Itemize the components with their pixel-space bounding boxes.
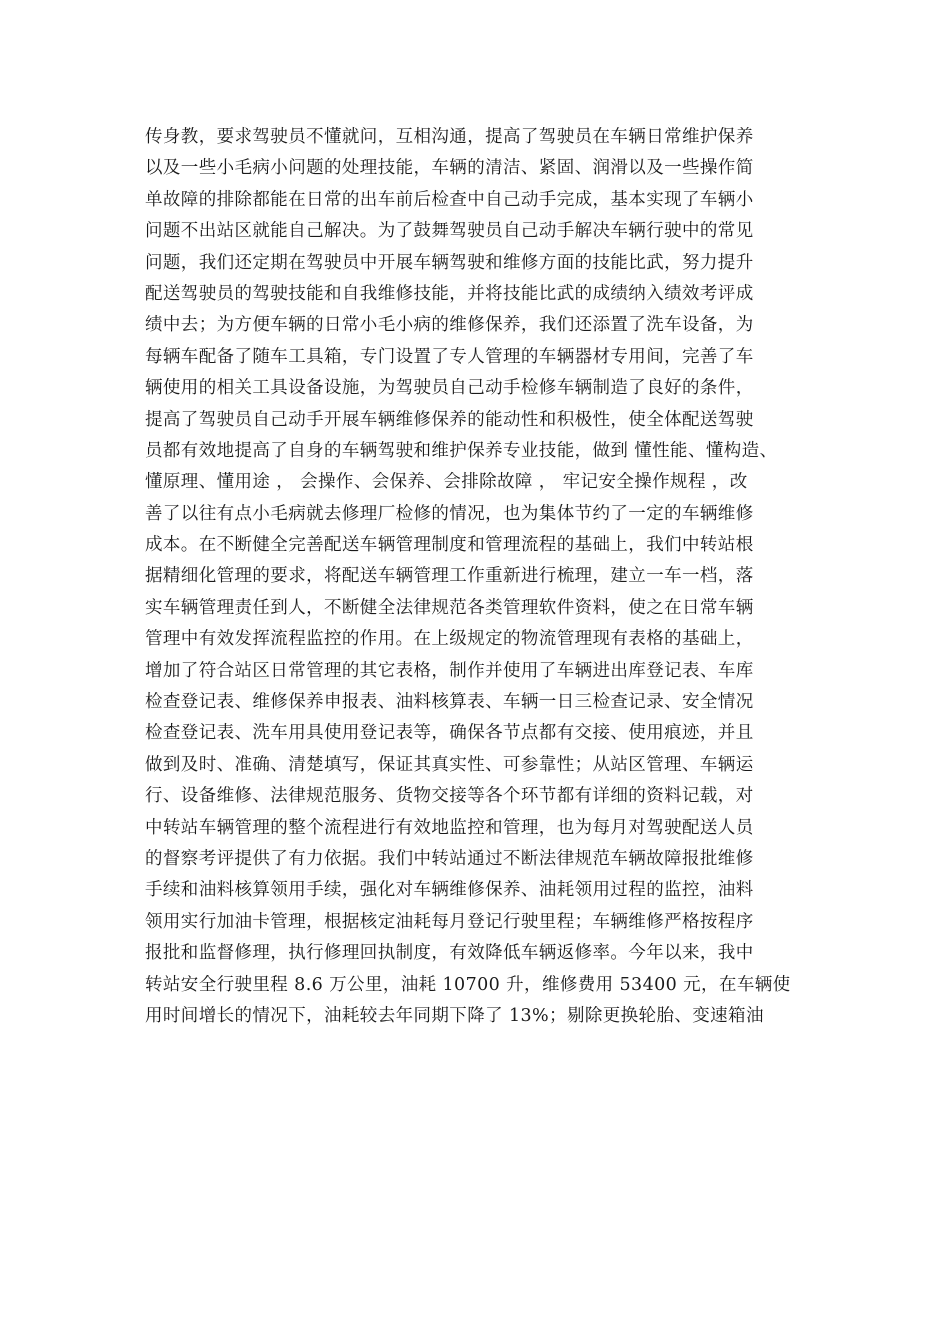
text-line-27: 报批和监督修理，执行修理回执制度，有效降低车辆返修率。今年以来，我中 [145,943,754,964]
text-line-17: 管理中有效发挥流程监控的作用。在上级规定的物流管理现有表格的基础上， [145,629,754,650]
text-line-2: 以及一些小毛病小问题的处理技能，车辆的清洁、紧固、润滑以及一些操作简 [145,158,754,179]
text-line-28: 转站安全行驶里程 8.6 万公里，油耗 10700 升，维修费用 53400 元，在车辆使 [145,974,791,995]
text-line-25: 手续和油料核算领用手续，强化对车辆维修保养、油耗领用过程的监控，油料 [145,880,754,901]
text-line-6: 配送驾驶员的驾驶技能和自我维修技能，并将技能比武的成绩纳入绩效考评成 [145,283,754,304]
text-line-7: 绩中去；为方便车辆的日常小毛小病的维修保养，我们还添置了洗车设备，为 [145,315,754,336]
text-line-16: 实车辆管理责任到人，不断健全法律规范各类管理软件资料，使之在日常车辆 [145,597,754,618]
text-line-9: 辆使用的相关工具设备设施，为驾驶员自己动手检修车辆制造了良好的条件， [145,378,754,399]
text-line-13: 善了以往有点小毛病就去修理厂检修的情况，也为集体节约了一定的车辆维修 [145,503,754,524]
text-line-8: 每辆车配备了随车工具箱，专门设置了专人管理的车辆器材专用间，完善了车 [145,346,754,367]
text-line-11: 员都有效地提高了自身的车辆驾驶和维护保养专业技能，做到 懂性能、懂构造、 [145,440,778,461]
text-line-24: 的督察考评提供了有力依据。我们中转站通过不断法律规范车辆故障报批维修 [145,848,754,869]
text-line-23: 中转站车辆管理的整个流程进行有效地监控和管理，也为每月对驾驶配送人员 [145,817,754,838]
body-text [145,122,825,1032]
text-line-18: 增加了符合站区日常管理的其它表格，制作并使用了车辆进出库登记表、车库 [145,660,754,681]
text-line-29: 用时间增长的情况下，油耗较去年同期下降了 13%；剔除更换轮胎、变速箱油 [145,1005,764,1026]
text-line-22: 行、设备维修、法律规范服务、货物交接等各个环节都有详细的资料记载，对 [145,786,754,807]
text-line-10: 提高了驾驶员自己动手开展车辆维修保养的能动性和积极性，使全体配送驾驶 [145,409,754,430]
text-line-21: 做到及时、准确、清楚填写，保证其真实性、可参靠性；从站区管理、车辆运 [145,754,754,775]
text-line-1: 传身教，要求驾驶员不懂就问，互相沟通，提高了驾驶员在车辆日常维护保养 [145,127,754,147]
text-line-12: 懂原理、懂用途 ， 会操作、会保养、会排除故障 ， 牢记安全操作规程 ，改 [145,472,748,493]
text-line-26: 领用实行加油卡管理，根据核定油耗每月登记行驶里程；车辆维修严格按程序 [145,911,754,932]
text-line-5: 问题，我们还定期在驾驶员中开展车辆驾驶和维修方面的技能比武，努力提升 [145,252,754,273]
text-line-3: 单故障的排除都能在日常的出车前后检查中自己动手完成，基本实现了车辆小 [145,189,754,210]
text-line-20: 检查登记表、洗车用具使用登记表等，确保各节点都有交接、使用痕迹，并且 [145,723,754,744]
text-line-14: 成本。在不断健全完善配送车辆管理制度和管理流程的基础上，我们中转站根 [145,535,754,556]
text-line-15: 据精细化管理的要求，将配送车辆管理工作重新进行梳理，建立一车一档，落 [145,566,754,587]
text-line-4: 问题不出站区就能自己解决。为了鼓舞驾驶员自己动手解决车辆行驶中的常见 [145,221,754,242]
text-line-19: 检查登记表、维修保养申报表、油料核算表、车辆一日三检查记录、安全情况 [145,692,754,713]
